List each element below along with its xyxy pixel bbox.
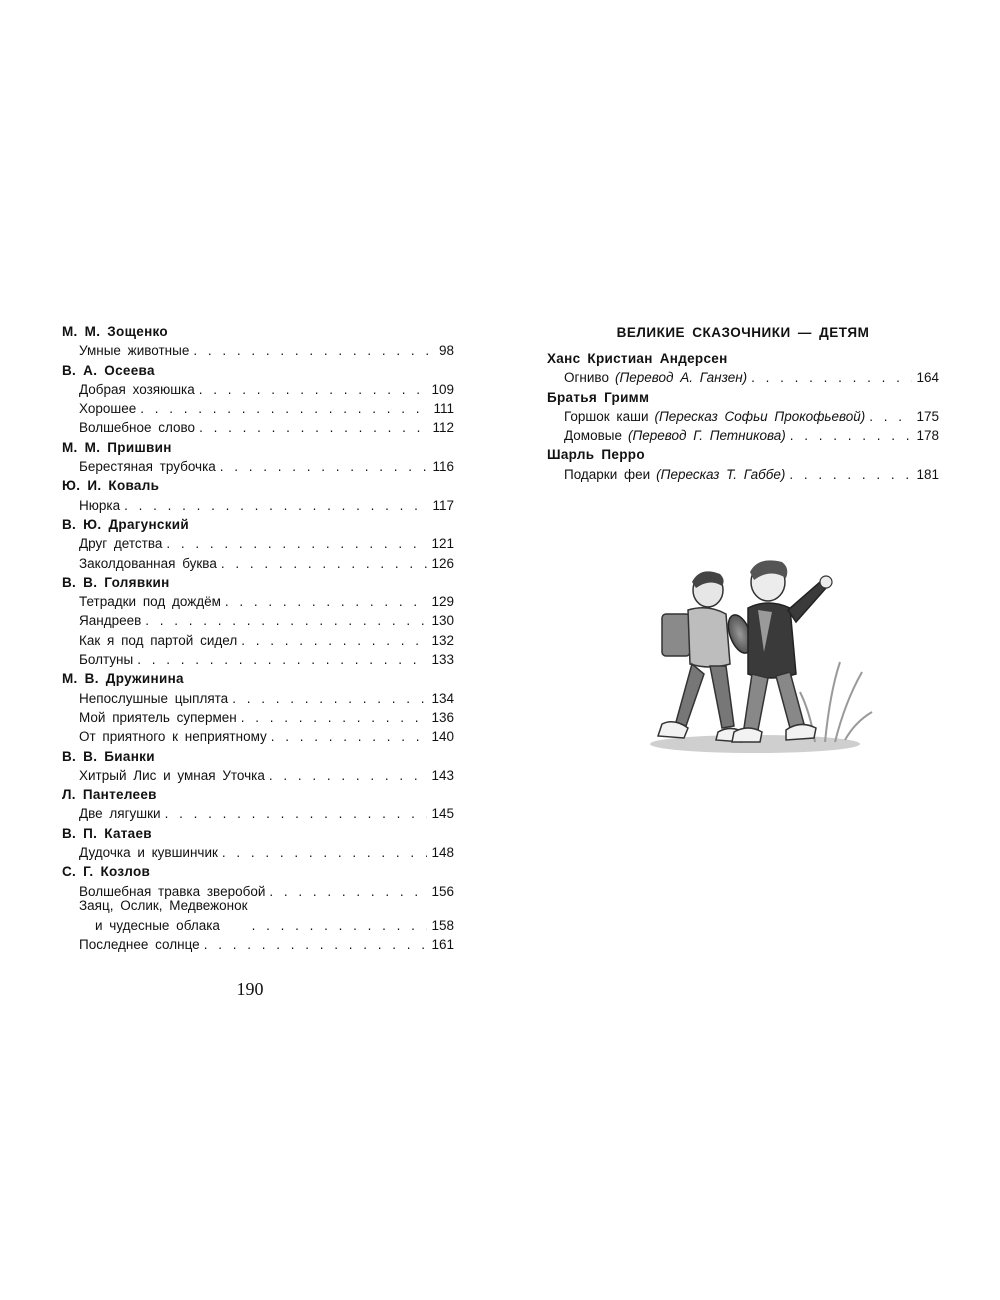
entry-title [564,465,785,484]
dot-leader [204,935,428,954]
entry-title-line-2: и чудесные облака [95,917,220,933]
dot-leader [241,631,427,650]
entry-page: 148 [431,845,454,861]
small-boy-figure [658,571,756,742]
author-heading: М. М. Пришвин [62,439,172,455]
entry-title: Яандреев [79,613,142,629]
entry-title-text: Горшок каши [564,408,649,424]
entry-title: Две лягушки [79,806,161,822]
entry-page: 164 [916,370,939,386]
author-heading: Ханс Кристиан Андерсен [547,351,728,366]
dot-leader [225,592,428,611]
entry-title: Мой приятель супермен [79,709,237,725]
entry-page: 129 [431,594,454,610]
dot-leader [165,804,428,823]
dot-leader [193,341,435,360]
entry-title-text: Домовые [564,428,622,444]
entry-title-text: Подарки феи [564,466,651,482]
illustration-drawing [640,552,880,762]
toc-entry[interactable] [62,611,454,630]
toc-entry[interactable] [62,804,454,823]
entry-page: 132 [431,632,454,648]
dot-leader [220,457,429,476]
toc-entry[interactable] [62,708,454,727]
dot-leader [269,766,428,785]
dot-leader [232,689,427,708]
toc-entry[interactable] [62,935,454,954]
toc-entry[interactable] [62,727,454,746]
dot-leader [241,708,428,727]
entry-title: Как я под партой сидел [79,632,238,648]
entry-page: 121 [431,536,454,552]
entry-page: 175 [916,408,939,424]
dot-leader [137,650,427,669]
table-of-contents-right [547,322,939,484]
toc-entry[interactable] [62,766,454,785]
entry-title: Хорошее [79,401,137,417]
author-heading: В. П. Катаев [62,825,152,841]
entry-page: 98 [438,343,454,359]
dot-leader [221,554,428,573]
toc-entry[interactable] [62,418,454,437]
entry-translator: (Пересказ Софьи Прокофьевой) [654,408,866,424]
author-heading: М. М. Зощенко [62,324,168,339]
entry-page: 111 [433,401,454,417]
author-heading: В. Ю. Драгунский [62,516,189,532]
toc-entry[interactable] [62,496,454,515]
entry-page: 109 [431,381,454,397]
entry-page: 134 [431,690,454,706]
dot-leader [166,534,427,553]
entry-title: Берестяная трубочка [79,459,216,475]
toc-entry[interactable] [62,380,454,399]
entry-page: 181 [916,466,939,482]
author-heading: Л. Пантелеев [62,787,157,803]
author-heading: Шарль Перро [547,447,645,463]
author-heading: Братья Гримм [547,389,650,405]
dot-leader [252,916,428,935]
entry-page: 158 [431,917,454,933]
toc-entry[interactable] [62,843,454,862]
toc-entry[interactable] [62,341,454,360]
author-heading: Ю. И. Коваль [62,478,160,494]
dot-leader [271,727,428,746]
toc-entry[interactable] [547,368,939,387]
toc-entry[interactable] [62,689,454,708]
entry-title: Волшебная травка зверобой [79,883,266,899]
entry-title-line-1: Заяц, Ослик, Медвежонок [79,898,248,914]
section-heading: ВЕЛИКИЕ СКАЗОЧНИКИ — ДЕТЯМ [616,325,870,340]
dot-leader [199,380,428,399]
toc-entry[interactable] [547,465,939,484]
entry-title: Хитрый Лис и умная Уточка [79,767,265,783]
toc-entry[interactable] [62,399,454,418]
entry-page: 140 [431,729,454,745]
entry-page: 130 [431,613,454,629]
two-boys-walking-illustration [640,552,880,762]
entry-translator: (Перевод Г. Петникова) [627,428,786,444]
entry-title: Умные животные [79,343,190,359]
entry-page: 136 [431,709,454,725]
entry-title: Друг детства [79,536,163,552]
entry-translator: (Пересказ Т. Габбе) [656,466,786,482]
entry-title: Добрая хозяюшка [79,381,195,397]
toc-entry[interactable] [62,592,454,611]
dot-leader [790,426,913,445]
entry-title: От приятного к неприятному [79,729,267,745]
entry-title [564,368,747,387]
entry-title-text: Огниво [564,370,609,386]
entry-title: Последнее солнце [79,936,200,952]
table-of-contents-left [62,322,454,954]
author-heading: В. В. Голявкин [62,574,170,590]
entry-page: 145 [431,806,454,822]
entry-title: Непослушные цыплята [79,690,229,706]
entry-title: Волшебное слово [79,420,196,436]
dot-leader [199,418,428,437]
toc-entry[interactable] [547,407,939,426]
entry-title [564,407,865,426]
author-heading: В. В. Бианки [62,748,155,764]
author-heading: С. Г. Козлов [62,864,151,880]
entry-page: 133 [431,652,454,668]
entry-title: Дудочка и кувшинчик [79,845,218,861]
entry-title [564,426,786,445]
dot-leader [145,611,427,630]
dot-leader [222,843,428,862]
author-heading: М. В. Дружинина [62,671,184,687]
entry-title: Болтуны [79,652,134,668]
entry-page: 126 [431,555,454,571]
entry-page: 143 [431,767,454,783]
dot-leader [789,465,912,484]
toc-entry[interactable] [62,534,454,553]
toc-entry[interactable] [547,426,939,445]
entry-page: 117 [432,497,454,513]
dot-leader [869,407,912,426]
toc-entry[interactable] [62,457,454,476]
toc-entry[interactable] [62,898,454,935]
entry-page: 161 [431,936,454,952]
author-heading: В. А. Осеева [62,362,155,378]
entry-page: 156 [431,883,454,899]
dot-leader [124,496,428,515]
entry-title: Заколдованная буква [79,555,217,571]
entry-page: 116 [432,459,454,475]
entry-title [79,896,248,935]
dot-leader [751,368,912,387]
entry-page: 112 [432,420,454,436]
entry-title: Тетрадки под дождём [79,594,221,610]
entry-page: 178 [916,428,939,444]
toc-entry[interactable] [62,554,454,573]
dot-leader [140,399,429,418]
entry-translator: (Перевод А. Ганзен) [614,370,748,386]
toc-entry[interactable] [62,650,454,669]
toc-entry[interactable] [62,631,454,650]
dot-leader [269,882,427,901]
page-number: 190 [236,979,264,999]
entry-title: Нюрка [79,497,121,513]
